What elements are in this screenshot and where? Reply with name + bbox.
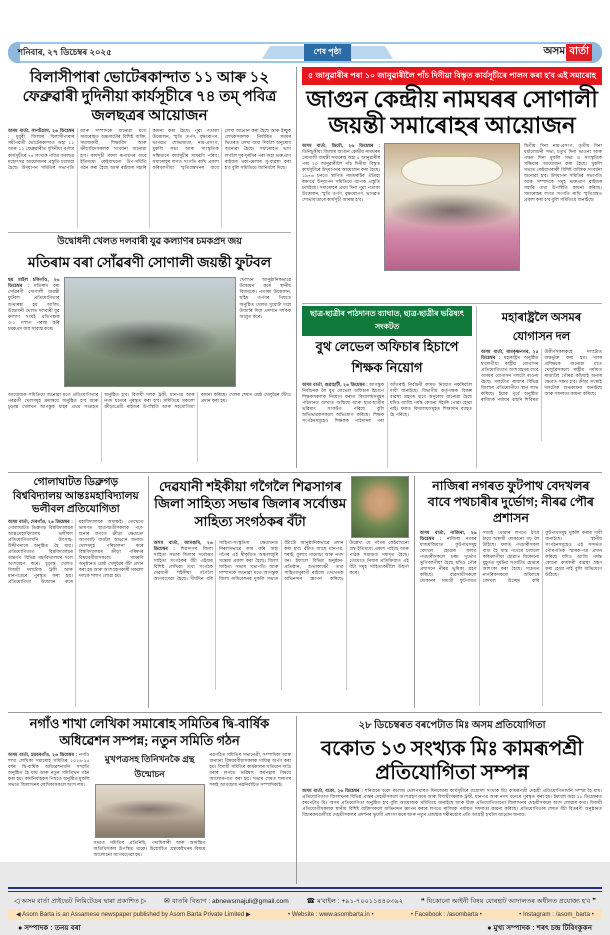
page-label-ribbon <box>266 44 390 61</box>
website-text: Website : www.asombarta.in <box>291 910 370 918</box>
green-highlight-strip: ছাত্ৰ-ছাত্ৰীৰ পাঠদানত ব্যাঘাত, ছাত্ৰ-ছাত্ৰীৰ ভৱিষ্যৎ সংকটত <box>302 306 472 336</box>
article-middle-column <box>94 752 206 880</box>
news-email <box>164 895 289 907</box>
article-body <box>154 540 409 690</box>
body-text: শনিবাৰে বকো কলেজ খেলপথাৰত দিনজোৰা কাৰ্যসূচীৰে ত্ৰয়োদশ সংখ্যক মিঃ কামৰূপশ্ৰী দেহশ্ৰী প্ৰতিযোগিতাখনি সম্পন্ন হৈ যায়। প্ৰতিযোগিতাত জিলাখনৰ বিভিন্ন প্ৰান্তৰ দেহশ্ৰীসকলে অংশগ্ৰহণ কৰে আৰু বিজয়ীসকলক ট্ৰফী, মানপত্ৰ আৰু নগদ ধনেৰে পুৰস্কৃত কৰা হয়। ইফালে অহা ২৮ ডিচেম্বৰত বৰপেটাত মিঃ অসম প্ৰতিযোগিতা অনুষ্ঠিত হ'ব বুলি আয়োজক সমিতিয়ে জনাইছে আৰু উক্ত প্ৰতিযোগিতাতো জিলাখনৰ দেহশ্ৰীসকলে অংশ লোৱাৰ কথা। বিজয়ী প্ৰতিযোগীসকলক স্থানীয় বিশিষ্ট ব্যক্তিসকলে অভিনন্দন জ্ঞাপন কৰাৰ লগতে ৰাজ্যিক পৰ্যায়ত সফলতা কামনা কৰিছে। প্ৰতিযোগিতাৰ শেষত বঁটা বিতৰণী অনুষ্ঠানত বিচাৰকমণ্ডলীয়ে দেহশ্ৰীসকলৰ প্ৰদৰ্শনৰ ভূয়সী প্ৰশংসা কৰে আৰু নতুন প্ৰজন্মক শৰীৰচৰ্চাৰ প্ৰতি আগ্ৰহী হ'বলৈ আহ্বান জনায়। <box>302 787 602 818</box>
article-nazira-footpath <box>415 476 602 708</box>
article-lekhika-samaroh <box>8 716 296 884</box>
publisher-en-text: Asom Barta is an Assamese newspaper published by Asom Barta Private Limited <box>22 910 245 918</box>
body-text: নগাঁও শাখা লেখিকা সমাৰোহ সমিতিৰ ২০২৪-২৫ বৰ্ষৰ দ্বি-বাৰ্ষিক অধিৱেশনখনি সম্প্ৰতি অনুষ্ঠিত হৈ যায় আৰু নতুন সমিতিখন গঠন কৰা হয়। কাৰ্যনিৰ্বাহকৰ পিছতে অনুষ্ঠিত মুকলি সভাত জিলাখনৰ লেখিকাসকলে অংশ লয়। <box>8 751 90 787</box>
football-event-photo <box>64 277 236 387</box>
website-link[interactable]: • Website : www.asombarta.in • <box>287 910 374 918</box>
article-body <box>481 349 602 441</box>
top-right-column <box>296 67 602 468</box>
dateline: অসম বাৰ্তা, দেৰগাঁও, ২৬ ডিচেম্বৰ : <box>8 518 73 524</box>
news-email-text: বাতৰি বিভাগ : abnewsmajuli@gmail.com <box>171 897 289 905</box>
article-subhead: মুখপত্ৰসহ তিনিখনকৈ গ্ৰন্থ উন্মোচন <box>104 753 195 779</box>
devajani-portrait-photo <box>351 476 409 538</box>
body-text: খেলখন আনুষ্ঠানিকভাৱে উদ্বোধন কৰে স্থানীয় বিধায়কে। পতাকা উত্তোলন, ছহিদ তৰ্পণৰ পিছতে অনুষ্ঠিত খেলত দুয়োটা দলে উজাৰি দিয়া প্ৰদৰ্শনে দৰ্শকক আপ্লুত কৰে। <box>239 277 292 319</box>
dateline: অসম বাৰ্তা, সাপটগ্ৰাম, ২৬ ডিচেম্বৰ : <box>8 128 75 140</box>
article-headline: বকোত ১৩ সংখ্যক মিঃ কামৰূপশ্ৰী প্ৰতিযোগিতা সম্পন্ন <box>320 737 584 784</box>
facebook-text: Facebook : /asombarta <box>414 910 479 918</box>
article-headline: নাজিৰা নগৰত ফুটপাথ বেদখলৰ বাবে পথচাৰীৰ দুৰ্ভোগ; নীৰৱ পৌৰ প্ৰশাসন <box>427 478 594 526</box>
article-body <box>8 519 144 707</box>
article-body-right <box>210 752 292 880</box>
body-text: শিৱসাগৰ জিলা সাহিত্য সভাৰ জিলাৰ সৰ্বোত্তম সাহিত্য সংগঠকৰ বঁটা এইবাৰ বিশিষ্ট লেখিকা তথা সংগঠক দেৱযানী শইকীয়া গগৈলৈ আগবঢ়োৱা হৈছে। দীৰ্ঘদিন ধৰি সাহিত্য-সংস্কৃতিৰ ক্ষেত্ৰখনত নিৰলসভাৱে কাম কৰি অহা গগৈৰ এই স্বীকৃতিত অঞ্চলজুৰি সন্তোষ প্ৰকাশ কৰা হৈছে। জিলা সাহিত্য সভাৰ সভাপতি আৰু সম্পাদকে জনোৱা মতে আগন্তুক জিলা অধিবেশনৰ মুকলি সভাত বঁটাটো আনুষ্ঠানিকভাৱে প্ৰদান কৰা হ'ব। বঁটাত আছে মানপত্ৰ, শৰাই, ফুলাম গামোচা আৰু নগদ ধন। ইফালে বিভিন্ন অনুষ্ঠান-প্ৰতিষ্ঠান, শুভাকাংক্ষী তথা সাহিত্যানুৰাগী ৰাইজে তেখেতক অভিনন্দন জ্ঞাপন কৰিছে। উল্লেখ্য যে গগৈৰ কেইবাখনো গ্ৰন্থ ইতিমধ্যে প্ৰকাশ পাইছে আৰু পাঠক সমাজত সমাদৃত হৈছে। তেখেতে নিজৰ প্ৰতিক্ৰিয়াত এই বঁটা সমূহ সাহিত্যকৰ্মীলৈ উছৰ্গা কৰে। <box>153 539 409 582</box>
article-body-bottom <box>8 392 291 462</box>
article-kicker: ২৮ ডিচেম্বৰত বৰপেটাত মিঃ অসম প্ৰতিযোগিতা <box>358 719 546 731</box>
article-volleyball <box>8 476 148 708</box>
chief-editor-text: মুখ্য সম্পাদক : শৰৎ চন্দ্ৰ টিবিংকুকন <box>493 922 592 932</box>
article-motiram-football <box>8 232 291 462</box>
date-label: শনিবাৰ, ২৭ ডিচেম্বৰ ২০২৫ <box>18 46 112 57</box>
phone-icon: ☎ <box>306 897 316 905</box>
article-yoga-team <box>476 306 602 468</box>
article-photo-row <box>302 143 602 299</box>
bottom-band <box>8 712 602 884</box>
top-left-column <box>8 67 296 468</box>
mobile-number <box>306 895 403 907</box>
article-headline: দেৱযানী শইকীয়া গগৈলৈ শিৱসাগৰ জিলা সাহিত্য সভাৰ জিলাৰ সৰ্বোত্তম সাহিত্য সংগঠকৰ বঁটা <box>154 478 347 529</box>
body-text: নৱগঠিত সমিতিৰ সভানেত্ৰী, সম্পাদিকা আৰু অন্যান্য বিষয়ববীয়াসকলক দায়িত্ব অৰ্পণ কৰা হয়। বিদায়ী সমিতিৰ কাৰ্যকালৰ খতিয়ান দাঙি ধৰাৰ লগতে ভৱিষ্যৎ কৰ্মপন্থাৰ বিষয়ে আলোকপাত কৰা হয়। সভাৰ শেষত শলাগৰ শৰাই আগবঢ়ায় নৱনিৰ্বাচিত সম্পাদিকাই। <box>209 751 292 787</box>
mobile-text: ম'বাইল : +৯১-৭০০১১৪৪০৩৯২ <box>317 897 404 905</box>
dateline: অসম বাৰ্তা, গুৱাহাটী, ২৬ ডিচেম্বৰ : <box>302 381 368 387</box>
left-arrow-icon: ◁ <box>14 897 20 905</box>
masthead-red-box: বাৰ্তা <box>566 44 592 61</box>
masthead-black-text: অসম <box>543 45 566 57</box>
headline-with-portrait <box>154 476 409 538</box>
article-mr-kamrup <box>296 716 602 884</box>
footer-contact-row <box>8 892 602 909</box>
article-body-right <box>240 277 292 389</box>
right-arrow-icon: ▷ <box>140 897 147 905</box>
dateline: অসম বাৰ্তা, বকো, ২৬ ডিচেম্বৰ : <box>302 787 363 793</box>
legal-notice <box>421 895 596 907</box>
footer-editors-row <box>8 920 602 935</box>
article-blo-teachers <box>302 306 476 468</box>
article-headline: নগাঁও শাখা লেখিকা সমাৰোহ সমিতিৰ দ্বি-বাৰ্ষিক অধিৱেশন সম্পন্ন; নতুন সমিতি গঠন <box>29 715 270 748</box>
publisher-en: ◀ Asom Barta is an Assamese newspaper published by Asom Barta Private Limited ▶ <box>16 910 251 918</box>
envelope-icon: ✉ <box>163 897 170 905</box>
article-headline: মতিৰাম বৰা সোঁৱৰণী সোণালী জয়ন্তী ফুটবল <box>27 256 272 272</box>
article-body-left <box>302 143 380 299</box>
body-text: ধুবুৰী জিলাৰ বিলাসীপাৰাৰ সমীপৱৰ্তী ভোটেৰকান্দাত অহা ১১ আৰু ১২ ফেব্ৰুৱাৰীত দুদিনীয়া বৰ্ণাঢ্য কাৰ্যসূচীৰে ৭৪ সংখ্যক পবিত্ৰ জলছত্ৰ মহোৎসৱ আয়োজনৰ প্ৰস্তুতি চলোৱা হৈছে। উদ্‌যাপন সমিতিৰ সভাপতি আৰু সম্পাদকে জনোৱা মতে সমাৰোহত অঞ্চলটোৰ বিশিষ্ট ব্যক্তি, সমাজকৰ্মী, শিক্ষাবিদ আৰু ক্ৰীড়াবিদসকলক সংবৰ্ধনা জনোৱা হ'ব। কাৰ্যসূচী সফল ৰূপায়ণৰ বাবে ইতিমধ্যে কেইবাখনো উপ-সমিতি গঠন কৰা হৈছে আৰু ৰাইজৰ সহাৰি কামনা কৰা হৈছে। পুৱা পতাকা উত্তোলন, স্মৃতি তৰ্পণ, বৃক্ষৰোপণ, ভাগৱত শোভাযাত্ৰা, নাম-প্ৰসংগ, মুকলি সভা আৰু সাংস্কৃতিক সন্ধিয়াৰে কাৰ্যসূচীৰ সামৰণি পৰিব। সমাৰোহৰ লগত সংগতি ৰাখি প্ৰকাশ কৰিবলগীয়া স্মৃতিগ্ৰন্থখনৰ বাবে লেখা আহ্বান কৰা হৈছে আৰু ইচ্ছুক লেখকসকলক নিৰ্ধাৰিত সময়ৰ ভিতৰত লেখা জমা দিবলৈ অনুৰোধ জনোৱা হৈছে। সমাৰোহত ভাগ ল'বলৈ দূৰ-দূৰণিৰ পৰা অহা ভক্তপ্ৰাণ ৰাইজৰ থকা-মেলাৰ সু-ব্যৱস্থা কৰা হ'ব বুলি সমিতিয়ে জানিবলৈ দিছে। <box>8 128 292 170</box>
dateline: অসম বাৰ্তা, ডিমৌ, ২৬ ডিচেম্বৰ : <box>302 142 381 148</box>
article-body-left <box>8 752 90 880</box>
article-body-left <box>8 277 60 389</box>
editor-text: সম্পাদক : তনয় বৰা <box>24 922 81 932</box>
book-release-photo <box>95 784 205 838</box>
article-body-mid: সভাত সমিতিৰ প্ৰতিনিধি, পদাধিকাৰী আৰু আমন্ত্ৰিত অতিথিসকল উপস্থিত থাকে। উন্মোচিত গ্ৰন্থকেইখনৰ বিষয়ে আলোচনা আগবঢ়োৱা হয়। <box>93 839 206 857</box>
quote-close-icon: ❞ <box>592 897 596 905</box>
red-highlight-strip: ৫ জানুৱাৰীৰ পৰা ১০ জানুৱাৰীলৈ পাঁচ দিনীয়া বিস্তৃত কাৰ্যসূচীৰে পালন কৰা হ'ব এই সমাৰোহ <box>302 67 602 85</box>
article-body <box>420 530 602 706</box>
editor-name: ● সম্পাদক : তনয় বৰা <box>18 922 81 932</box>
chief-editor-name: ● মুখ্য সম্পাদক : শৰৎ চন্দ্ৰ টিবিংকুকন <box>487 922 592 932</box>
body-text: দ্বিতীয় দিনা নাম-প্ৰসংগ, তৃতীয় দিনা ধৰ্মালোচনী সভা, চতুৰ্থ দিনা ভাওনা আৰু পঞ্চম দিনা মুকলি সভা ও সাংস্কৃতিক সন্ধিয়াৰ আয়োজন কৰা হৈছে। মুকলি সভাত কেইবাগৰাকী বিশিষ্ট ব্যক্তিক সংবৰ্ধনা জনোৱা হ'ব। উদ্‌যাপন সমিতিৰ সভাপতি আৰু সম্পাদকে সমূহ ভক্তপ্ৰাণ ৰাইজৰ সহাৰি তথা উপস্থিতি কামনা কৰিছে। সমাৰোহৰ লগত সংগতি ৰাখি স্মৃতিগ্ৰন্থও প্ৰকাশ কৰা হ'ব বুলি সমিতিয়ে জনাইছে। <box>524 142 602 203</box>
article-photo-row <box>8 277 291 389</box>
legal-text: যিকোনো আইনী বিষয় যোৰহাট আদালতৰ অধীনত প্ৰযোজ্য হ'ব <box>426 897 591 905</box>
body-text: তিনিচুকীয়া জিলাৰ জাগুন কেন্দ্ৰীয় নামঘৰৰ সোণালী জয়ন্তী সমাৰোহ অহা ৫ জানুৱাৰীৰ পৰা ১০ জানুৱাৰীলৈ পাঁচ দিনীয়া বিস্তৃত কাৰ্যসূচীৰে উদ্‌যাপনৰ আয়োজন কৰা হৈছে। ১৯৭৬ চনতে স্থাপিত নামঘৰটিৰ ঐতিহ্য ৰক্ষাৰ্থে উদ্‌যাপন সমিতিয়ে ব্যাপক প্ৰস্তুতি চলাইছে। সমাৰোহৰ প্ৰথম দিনা পুৱা পতাকা উত্তোলন, স্মৃতি তৰ্পণ, বৃক্ষৰোপণ, ভাগৱত শোভাযাত্ৰাৰে কাৰ্যসূচী আৰম্ভ হ'ব। <box>302 148 381 203</box>
article-photo-row <box>8 752 291 880</box>
dateline: অসম বাৰ্তা, হয়বৰগাঁও, ২৬ ডিচেম্বৰ : <box>8 751 78 757</box>
body-text: গোলাঘাটত ডিব্ৰুগড় বিশ্ববিদ্যালয়ৰ আন্তঃমহাবিদ্যালয় ভলীবল প্ৰতিযোগিতাখনি উৎসাহ-উদ্দীপনাৰে অনুষ্ঠিত হৈ যায়। প্ৰতিযোগিতাত বিশ্ববিদ্যালয়ৰ অন্তৰ্গত বিভিন্ন মহাবিদ্যালয়ৰ দলে অংশগ্ৰহণ কৰে। চূড়ান্ত খেলত বিজয়ী দলটোক ট্ৰফী আৰু মানপত্ৰেৰে পুৰস্কৃত কৰা হয়। প্ৰতিযোগিতা উদ্বোধন কৰে মহাবিদ্যালয়ৰ অধ্যক্ষই। তেখেতে ভাষণত ছাত্ৰ-ছাত্ৰীসকলক পঢ়া-শুনাৰ লগতে ক্ৰীড়া ক্ষেত্ৰতো আগবাঢ়ি যাবলৈ আহ্বান জনায়। খেলসমূহ পৰিচালনা কৰে বিশ্ববিদ্যালয়ৰ ক্ৰীড়া পৰিষদৰ বিষয়ববীয়াসকলে। সামৰণি অনুষ্ঠানত শ্ৰেষ্ঠ খেলুৱৈৰ বঁটা প্ৰদান কৰা হয় আৰু অংশগ্ৰহণকাৰী সকলো দলকে শলাগ লোৱা হয়। <box>8 518 144 585</box>
article-body-right <box>524 143 602 299</box>
instagram-text: Instagram : /asom_barta <box>523 910 591 918</box>
facebook-link[interactable]: • Facebook : /asombarta • <box>410 910 482 918</box>
article-bilasipara <box>8 69 291 228</box>
page-header-bar <box>8 42 602 63</box>
article-headline: জাগুন কেন্দ্ৰীয় নামঘৰৰ সোণালী জয়ন্তী সমাৰোহৰ আয়োজন <box>306 87 598 139</box>
body-text: আগন্তুক নিৰ্বাচনক লৈ বুথ লেভেল অফিচাৰ হিচাপে শিক্ষকসকলক নিয়োগ কৰাত বিদ্যালয়সমূহৰ পাঠদানত ব্যাঘাত জন্মিছে আৰু ছাত্ৰ-ছাত্ৰীৰ ভৱিষ্যৎ সংকটত পৰিছে বুলি অভিভাৱকসকলে অভিযোগ কৰিছে। শিক্ষক সংগঠনসমূহেও শিক্ষকক পাঠদানৰ পৰা আঁতৰাই নিৰ্বাচনী কামত নিয়োগ নকৰিবলৈ দাবী জনাইছে। বিভাগীয় কৰ্তৃপক্ষক বিকল্প ব্যৱস্থা গ্ৰহণৰ বাবে অনুৰোধ জনোৱা হৈছে যদিও আজি পৰ্যন্ত কোনো সঁহাৰি পোৱা হোৱা নাই। ফলত বিদ্যালয়সমূহত শিক্ষাদান ব্যাহত হৈ পৰিছে। <box>302 381 473 424</box>
sub-band <box>302 303 602 468</box>
body-text: আয়োজক সমিতিয়ে জনোৱা মতে প্ৰতিযোগিতাৰ পৰৱৰ্তী খেলসমূহ ক্ৰমান্বয়ে অনুষ্ঠিত হ'ব আৰু চূড়ান্ত খেলখন আগন্তুক মাহৰ প্ৰথম সপ্তাহত অনুষ্ঠিত হ'ব। বিজয়ী দলক ট্ৰফী, মানপত্ৰ আৰু নগদ ধনেৰে পুৰস্কৃত কৰা হ'ব। সমিতিয়ে সকলো ক্ৰীড়াপ্ৰেমী ৰাইজৰ উপস্থিতি আৰু সহযোগিতা কামনা কৰিছে। খেলৰ শেষত শ্ৰেষ্ঠ খেলুৱৈৰ বঁটাও প্ৰদান কৰা হয়। <box>8 392 292 410</box>
top-band <box>8 67 602 468</box>
body-text: মহাৰাষ্ট্ৰত অনুষ্ঠিত হ'বলগীয়া ৰাষ্ট্ৰীয় যোগাসন প্ৰতিযোগিতাত অংশগ্ৰহণৰ বাবে অসমৰ যোগাসন দলটো ৰাওনা হৈছে। দলটোত ৰাজ্যৰ বিভিন্ন জিলাৰ প্ৰতিযোগীয়ে স্থান লাভ কৰিছে। ইয়াৰ পূৰ্বে অনুষ্ঠিত ৰাজ্যিক পৰ্যায়ৰ বাছনি শিবিৰত উত্তীৰ্ণসকলকহে দলটোত অন্তৰ্ভুক্ত কৰা হয়। দলৰ প্ৰশিক্ষকে জনোৱা মতে খেলুৱৈসকলে ৰাষ্ট্ৰীয় পৰ্যায়ত ৰাজ্যলৈ গৌৰৱ কঢ়িয়াই অনাৰ ক্ষেত্ৰত সক্ষম হ'ব। ক্ৰীড়া সংস্থাই দলটোক শুভকামনা জনাইছে আৰু সফলতা কামনা কৰিছে। <box>481 348 602 403</box>
page-label: শেষ পৃষ্ঠা <box>304 44 352 61</box>
quote-icon: ❝ <box>420 897 425 905</box>
article-jagun-namghar <box>302 67 602 299</box>
body-text: নাজিৰা নগৰৰ মাজমজিয়াত ফুটপাথসমূহ বেদখল হোৱাৰ ফলত পথচাৰীসকলে চৰম দুৰ্ভোগ ভুগিবলগীয়া হৈছে যদিও পৌৰ প্ৰশাসনে নীৰৱ ভূমিকা গ্ৰহণ কৰিছে। ব্যৱসায়ীসকলে দোকানৰ সামগ্ৰী ফুটপাথত সজাই থোৱাৰ লগতে ঠায়ে ঠায়ে অস্থায়ী দোকানো গঢ় লৈ উঠিছে। ফলত পথচাৰীসকল বাধ্য হৈ ব্যস্ত পথেৰে চলাচল কৰিবলগীয়া হোৱাত যিকোনো মুহূৰ্তত দুৰ্ঘটনা সংঘটিত হোৱাৰ আশংকা কৰা হৈছে। সচেতন নাগৰিকসকলে অবিলম্বে বেদখল উচ্ছেদ কৰি ফুটপাথসমূহ মুকলি কৰাৰ দাবী জনাইছে। স্থানীয় সংগঠনসমূহেও এই সন্দৰ্ভত পৌৰপতিক স্মাৰক-পত্ৰ প্ৰদান কৰিছে যদিও আজি পৰ্যন্ত কোনো কাৰ্যকৰী ব্যৱস্থা গ্ৰহণ কৰা হোৱা নাই বুলি অভিযোগ উঠিছে। <box>419 529 602 584</box>
footer-links-row <box>8 909 602 920</box>
middle-band <box>8 472 602 708</box>
article-kicker: উদ্বোধনী খেলত দলবাৰী যুৱ কল্যাণৰ চমকপ্ৰদ জয় <box>57 237 242 248</box>
dateline: অসম বাৰ্তা, আমগুৰি, ২৬ ডিচেম্বৰ : <box>153 539 213 551</box>
masthead-logo <box>543 44 592 61</box>
article-headline: বুথ লেভেল অফিচাৰ হিচাপে শিক্ষক নিয়োগ <box>315 338 459 375</box>
article-body <box>8 128 291 228</box>
publisher-text: অসম বাৰ্তা প্ৰাইভেট লিমিটেডৰ দ্বাৰা প্ৰকাশিত <box>21 897 139 905</box>
instagram-link[interactable]: • Instagram : /asom_barta • <box>519 910 594 918</box>
article-headline: গোলাঘাটত ডিব্ৰুগড় বিশ্ববিদ্যালয় আন্তঃমহাবিদ্যালয় ভলীবল প্ৰতিযোগিতা <box>12 476 139 516</box>
publisher-info <box>14 895 146 907</box>
article-headline: মহাৰাষ্ট্ৰলৈ অসমৰ যোগাসন দল <box>501 311 582 343</box>
namghar-group-photo <box>384 143 520 271</box>
article-devajani-award <box>148 476 415 708</box>
article-body <box>302 382 472 468</box>
dateline: অসম বাৰ্তা, ৰামকৃষ্ণনগৰ, ২৫ ডিচেম্বৰ : <box>481 348 539 360</box>
article-headline: বিলাসীপাৰা ভোটেৰকান্দাত ১১ আৰু ১২ ফেব্ৰুৱাৰী দুদিনীয়া কাৰ্যসূচীৰে ৭৪ তম্‌ পবিত্ৰ জলছত্ৰৰ আয়োজন <box>22 70 277 124</box>
article-body <box>302 788 602 858</box>
body-text: মতিৰাম বৰা সোঁৱৰণী সোণালী জয়ন্তী ফুটবল প্ৰতিযোগিতাৰ শুভাৰম্ভ হয় আজি। উদ্বোধনী খেলত দলবাৰী যুৱ কল্যাণ সংঘই প্ৰতিপক্ষক ৩-১ গ'লত পৰাস্ত কৰি চমকপ্ৰদ জয় সাব্যস্ত কৰে। <box>8 283 60 331</box>
dateline: অসম বাৰ্তা, নাজিৰা, ২৬ ডিচেম্বৰ : <box>419 529 477 541</box>
dateline: ছয় মাইল চকিগাঁও, ২৬ ডিচেম্বৰ : <box>8 277 60 289</box>
